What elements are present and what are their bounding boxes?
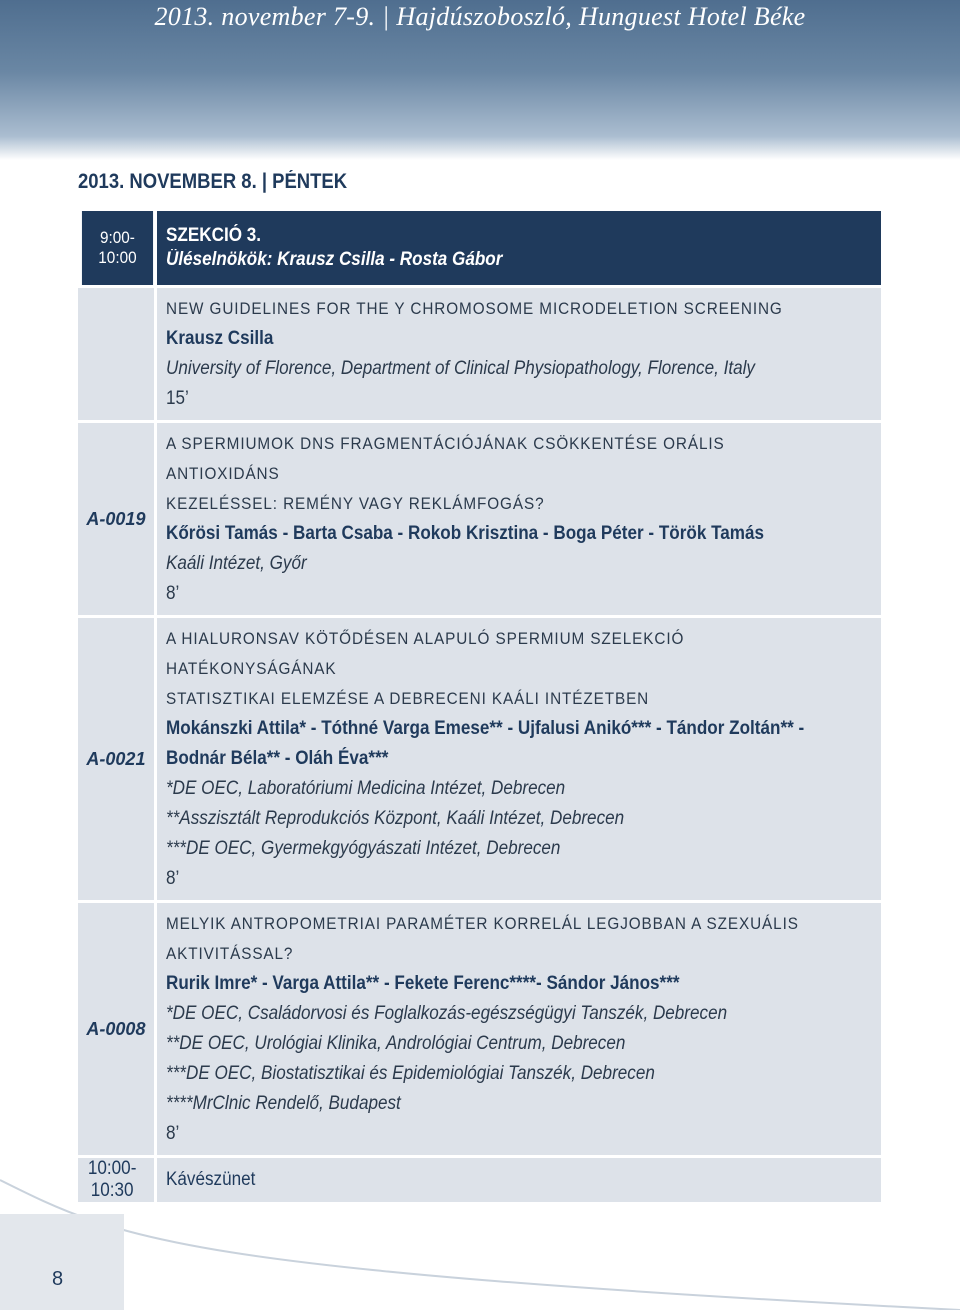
day-title: 2013. NOVEMBER 8. | PÉNTEK — [78, 170, 348, 193]
lecture-title-line: A HIALURONSAV KÖTŐDÉSEN ALAPULÓ SPERMIUM SZELEKCIÓ HATÉKONYSÁGÁNAK — [165, 629, 685, 678]
lecture-affiliation: **DE OEC, Urológiai Klinika, Andrológiai Centrum, Debrecen — [165, 1033, 626, 1054]
lecture-authors: Kőrösi Tamás - Barta Csaba - Rokob Krisztina - Boga Péter - Török Tamás — [165, 523, 764, 544]
lecture-title-line: AKTIVITÁSSAL? — [165, 944, 294, 963]
lecture-row — [78, 420, 881, 615]
session-name: SZEKCIÓ 3. — [165, 225, 261, 246]
program-table — [78, 211, 881, 1202]
lecture-affiliation: University of Florence, Department of Clinical Physiopathology, Florence, Italy — [165, 358, 755, 379]
lecture-duration: 15’ — [165, 388, 189, 409]
lecture-authors: Rurik Imre* - Varga Attila** - Fekete Ferenc****- Sándor János*** — [165, 973, 680, 994]
session-header-row — [78, 211, 881, 285]
abstract-code: A-0019 — [78, 420, 157, 615]
lecture-affiliation: **Asszisztált Reprodukciós Központ, Kaáli Intézet, Debrecen — [165, 808, 625, 829]
lecture-affiliation: ****MrClnic Rendelő, Budapest — [165, 1093, 401, 1114]
lecture-affiliation: Kaáli Intézet, Győr — [165, 553, 307, 574]
session-time: 9:00-10:00 — [82, 211, 153, 285]
lecture-affiliation: *DE OEC, Laboratóriumi Medicina Intézet, Debrecen — [165, 778, 566, 799]
lecture-title-line: MELYIK ANTROPOMETRIAI PARAMÉTER KORRELÁL LEGJOBBAN A SZEXUÁLIS — [165, 914, 799, 933]
lecture-affiliation: *DE OEC, Családorvosi és Foglalkozás-egészségügyi Tanszék, Debrecen — [165, 1003, 727, 1024]
session-info — [157, 211, 881, 285]
lecture-title-line: STATISZTIKAI ELEMZÉSE A DEBRECENI KAÁLI INTÉZETBEN — [165, 689, 650, 708]
lecture-affiliation: ***DE OEC, Biostatisztikai és Epidemiológiai Tanszék, Debrecen — [165, 1063, 655, 1084]
session-chairs: Üléselnökök: Krausz Csilla - Rosta Gábor — [165, 249, 503, 270]
lecture-details — [157, 285, 881, 420]
break-label: Kávészünet — [157, 1155, 881, 1202]
lecture-title-line: A SPERMIUMOK DNS FRAGMENTÁCIÓJÁNAK CSÖKKENTÉSE ORÁLIS ANTIOXIDÁNS — [165, 434, 725, 483]
page-number: 8 — [52, 1268, 64, 1290]
lecture-authors: Mokánszki Attila* - Tóthné Varga Emese** - Ujfalusi Anikó*** - Tándor Zoltán** - — [165, 718, 805, 739]
header-title: 2013. november 7-9. | Hajdúszoboszló, Hunguest Hotel Béke — [154, 2, 806, 31]
lecture-title-line: NEW GUIDELINES FOR THE Y CHROMOSOME MICRODELETION SCREENING — [165, 299, 783, 318]
lecture-details — [157, 615, 881, 900]
page-number-box — [0, 1214, 124, 1310]
lecture-affiliation: ***DE OEC, Gyermekgyógyászati Intézet, Debrecen — [165, 838, 561, 859]
lecture-row — [78, 900, 881, 1155]
lecture-duration: 8’ — [165, 583, 180, 604]
lecture-details — [157, 420, 881, 615]
abstract-code: A-0021 — [78, 615, 157, 900]
decorative-curve — [0, 1120, 960, 1310]
lecture-details — [157, 900, 881, 1155]
lecture-title-line: KEZELÉSSEL: REMÉNY VAGY REKLÁMFOGÁS? — [165, 494, 545, 513]
lecture-row — [78, 285, 881, 420]
lecture-authors: Krausz Csilla — [165, 328, 274, 349]
lecture-duration: 8’ — [165, 868, 180, 889]
break-time: 10:00-10:30 — [78, 1155, 157, 1202]
abstract-code — [78, 285, 157, 420]
abstract-code: A-0008 — [78, 900, 157, 1155]
lecture-authors: Bodnár Béla** - Oláh Éva*** — [165, 748, 389, 769]
lecture-row — [78, 615, 881, 900]
lecture-duration: 8’ — [165, 1123, 180, 1144]
